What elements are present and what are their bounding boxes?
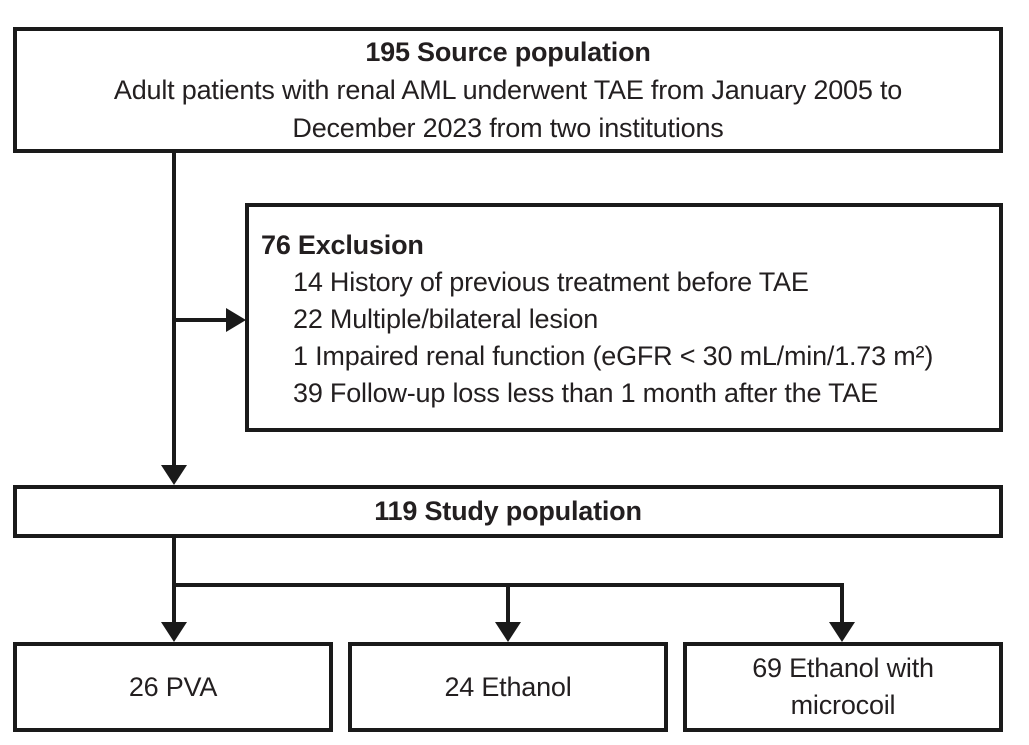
connector-middle-drop-line — [506, 585, 510, 624]
exclusion-item: 14 History of previous treatment before TAE — [293, 267, 809, 297]
connector-study-to-split-line — [172, 536, 176, 624]
exclusion-title: 76 Exclusion — [261, 230, 424, 260]
arrow-down-into-study-icon — [161, 465, 187, 485]
source-population-description-line-1: Adult patients with renal AML underwent TAE from January 2005 to — [113, 75, 903, 105]
connector-source-to-study-line — [172, 151, 176, 467]
exclusion-item: 39 Follow-up loss less than 1 month after the TAE — [293, 378, 879, 408]
arrow-down-into-pva-icon — [161, 622, 187, 642]
group-label-pva: 26 PVA — [128, 671, 218, 702]
exclusion-item: 1 Impaired renal function (eGFR < 30 mL/min/1.73 m²) — [293, 341, 934, 371]
connector-branch-to-exclusion-line — [174, 318, 227, 322]
source-population-description-line-2: December 2023 from two institutions — [292, 113, 724, 143]
exclusion-item: 22 Multiple/bilateral lesion — [293, 304, 599, 334]
connector-right-drop-line — [840, 585, 844, 624]
source-population-title: 195 Source population — [365, 37, 651, 67]
group-label-ethanol-microcoil: 69 Ethanol with microcoil — [752, 653, 934, 720]
group-label-ethanol: 24 Ethanol — [444, 671, 572, 702]
arrow-down-into-ethanol-icon — [495, 622, 521, 642]
group-box-ethanol-microcoil — [683, 642, 1003, 732]
study-population-box — [13, 485, 1003, 538]
source-population-box — [13, 27, 1003, 153]
arrow-down-into-ethanol-microcoil-icon — [829, 622, 855, 642]
group-box-pva — [13, 642, 333, 732]
group-box-ethanol — [348, 642, 668, 732]
study-population-title: 119 Study population — [374, 496, 642, 526]
arrow-right-into-exclusion-icon — [226, 308, 246, 332]
exclusion-box — [245, 203, 1003, 432]
